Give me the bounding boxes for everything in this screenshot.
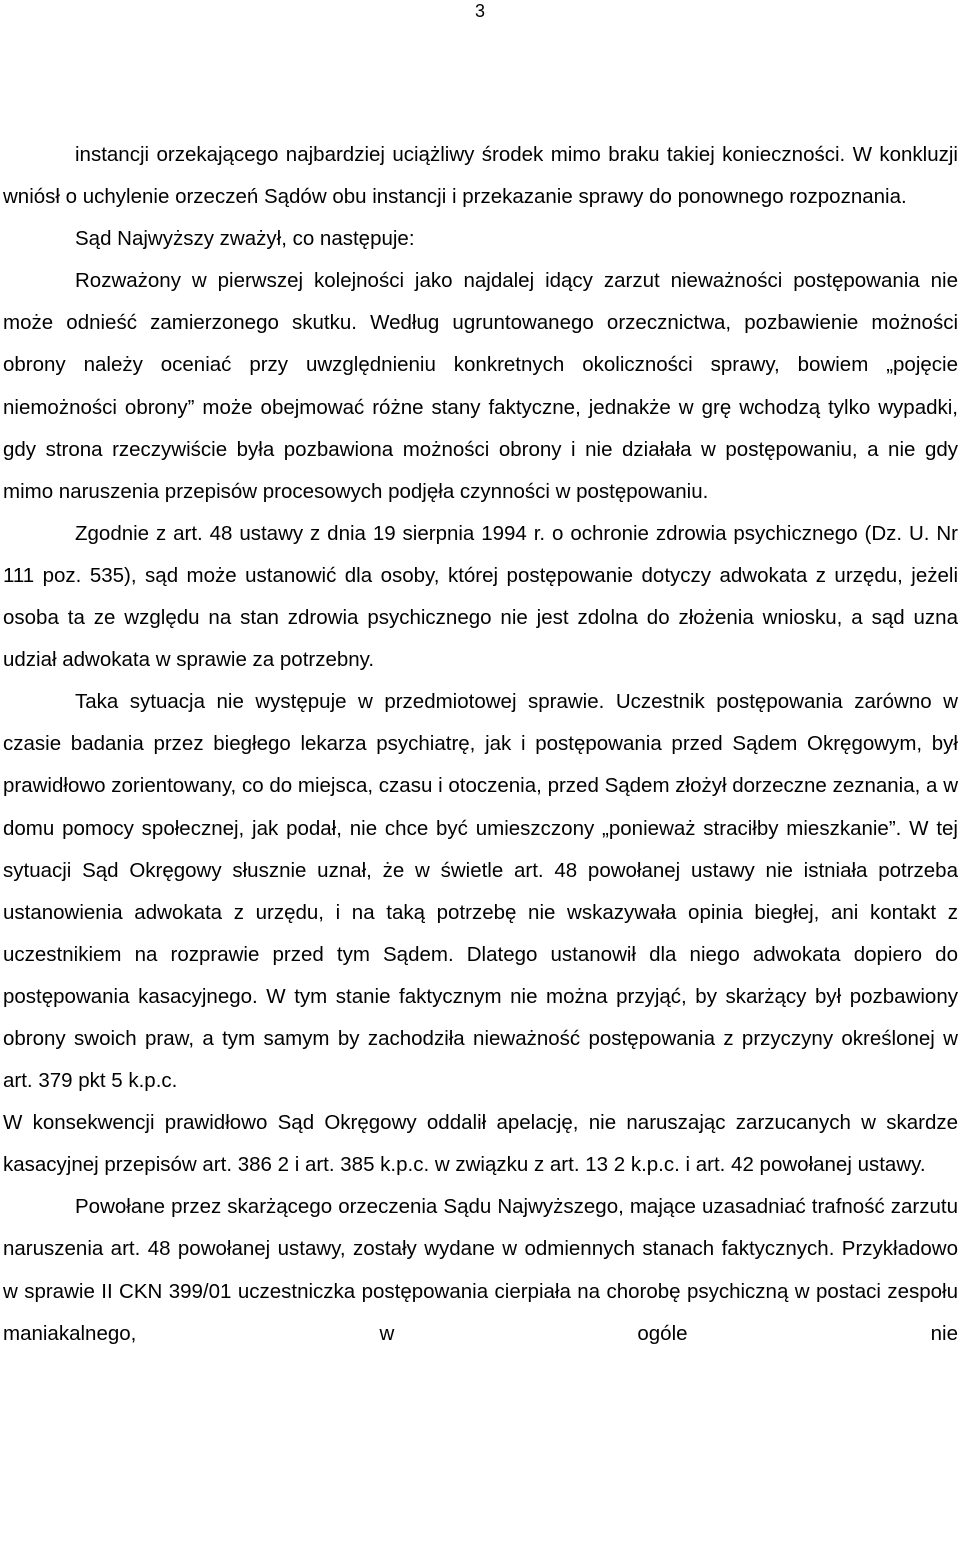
paragraph: Taka sytuacja nie występuje w przedmiotowej sprawie. Uczestnik postępowania zarówno w czasie badania przez biegłego lekarza psychiatrę, jak i postępowania przed Sądem Okręgowym, był prawidłowo zorientowany, co do miejsca, czasu i otoczenia, przed Sądem złożył dorzeczne zeznania, a w domu pomocy społecznej, jak podał, nie chce być umieszczony „ponieważ straciłby mieszkanie”. W tej sytuacji Sąd Okręgowy słusznie uznał, że w świetle art. 48 powołanej ustawy nie istniała potrzeba ustanowienia adwokata z urzędu, i na taką potrzebę nie wskazywała opinia biegłej, ani kontakt z uczestnikiem na rozprawie przed tym Sądem. Dlatego ustanowił dla niego adwokata dopiero do postępowania kasacyjnego. W tym stanie faktycznym nie można przyjąć, by skarżący był pozbawiony obrony swoich praw, a tym samym by zachodziła nieważność postępowania z przyczyny określonej w art. 379 pkt 5 k.p.c. — [3, 690, 958, 1093]
paragraph: Zgodnie z art. 48 ustawy z dnia 19 sierpnia 1994 r. o ochronie zdrowia psychicznego (Dz. U. Nr 111 poz. 535), sąd może ustanowić dla osoby, której postępowanie dotyczy adwokata z urzędu, jeżeli osoba ta ze względu na stan zdrowia psychicznego nie jest zdolna do złożenia wniosku, a sąd uzna udział adwokata w sprawie za potrzebny. — [3, 521, 958, 672]
paragraph: Powołane przez skarżącego orzeczenia Sądu Najwyższego, mające uzasadniać trafność zarzutu naruszenia art. 48 powołanej ustawy, zostały wydane w odmiennych stanach faktycznych. Przykładowo w sprawie II CKN 399/01 uczestniczka postępowania cierpiała na chorobę psychiczną w postaci zespołu maniakalnego, w ogóle nie — [3, 1195, 958, 1345]
document-body — [3, 134, 958, 1355]
paragraph: Rozważony w pierwszej kolejności jako najdalej idący zarzut nieważności postępowania nie może odnieść zamierzonego skutku. Według ugruntowanego orzecznictwa, pozbawienie możności obrony należy oceniać przy uwzględnieniu konkretnych okoliczności sprawy, bowiem „pojęcie niemożności obrony” może obejmować różne stany faktyczne, jednakże w grę wchodzą tylko wypadki, gdy strona rzeczywiście była pozbawiona możności obrony i nie działała w postępowaniu, a nie gdy mimo naruszenia przepisów procesowych podjęła czynności w postępowaniu. — [3, 269, 958, 503]
paragraph: Sąd Najwyższy zważył, co następuje: — [75, 227, 415, 251]
paragraph: instancji orzekającego najbardziej uciążliwy środek mimo braku takiej konieczności. W konkluzji wniósł o uchylenie orzeczeń Sądów obu instancji i przekazanie sprawy do ponownego rozpoznania. — [3, 143, 958, 209]
page-number: 3 — [474, 1, 485, 21]
paragraph: W konsekwencji prawidłowo Sąd Okręgowy oddalił apelację, nie naruszając zarzucanych w skardze kasacyjnej przepisów art. 386 2 i art. 385 k.p.c. w związku z art. 13 2 k.p.c. i art. 42 powołanej ustawy. — [3, 1111, 958, 1177]
